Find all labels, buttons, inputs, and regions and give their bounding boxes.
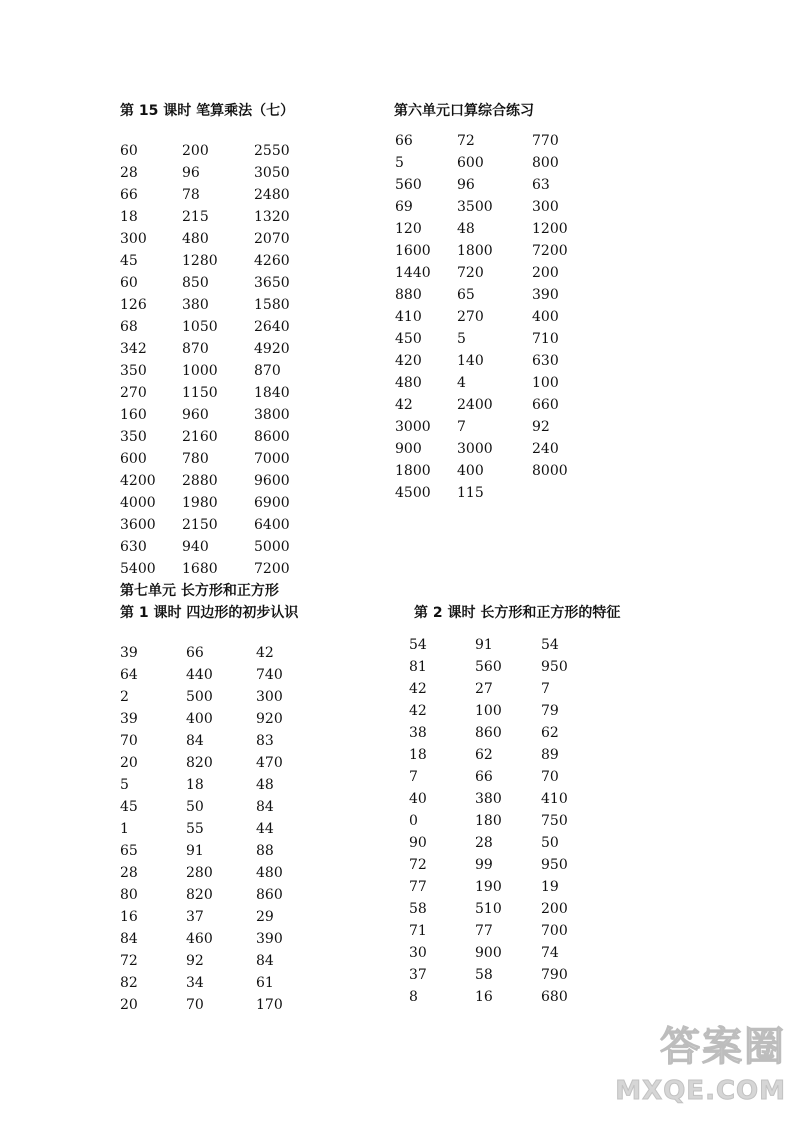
answer-cell: 820 — [186, 755, 213, 771]
answer-cell: 140 — [457, 353, 484, 369]
answer-cell: 2550 — [254, 143, 290, 159]
answer-cell: 89 — [541, 747, 559, 763]
answer-cell: 2150 — [182, 517, 218, 533]
answer-cell: 45 — [120, 253, 138, 269]
answer-cell: 460 — [186, 931, 213, 947]
answer-cell: 60 — [120, 143, 138, 159]
answer-cell: 6400 — [254, 517, 290, 533]
answer-cell: 66 — [186, 645, 204, 661]
heading-unit-7: 第七单元 长方形和正方形 — [120, 583, 279, 599]
answer-cell: 68 — [120, 319, 138, 335]
answer-cell: 28 — [120, 165, 138, 181]
answer-cell: 480 — [395, 375, 422, 391]
answer-cell: 8 — [409, 989, 418, 1005]
answer-cell: 54 — [409, 637, 427, 653]
answer-cell: 390 — [256, 931, 283, 947]
answer-cell: 69 — [395, 199, 413, 215]
answer-cell: 79 — [541, 703, 559, 719]
answer-cell: 440 — [186, 667, 213, 683]
answer-cell: 740 — [256, 667, 283, 683]
answer-cell: 9600 — [254, 473, 290, 489]
answer-cell: 28 — [475, 835, 493, 851]
answer-cell: 960 — [182, 407, 209, 423]
answer-cell: 72 — [409, 857, 427, 873]
answer-cell: 1840 — [254, 385, 290, 401]
answer-cell: 390 — [532, 287, 559, 303]
answer-cell: 630 — [120, 539, 147, 555]
answer-cell: 58 — [475, 967, 493, 983]
answer-cell: 480 — [256, 865, 283, 881]
answer-cell: 2640 — [254, 319, 290, 335]
answer-cell: 38 — [409, 725, 427, 741]
answer-cell: 470 — [256, 755, 283, 771]
answer-cell: 70 — [186, 997, 204, 1013]
answer-cell: 2480 — [254, 187, 290, 203]
answer-cell: 2880 — [182, 473, 218, 489]
answer-cell: 3050 — [254, 165, 290, 181]
answer-cell: 950 — [541, 857, 568, 873]
answer-cell: 70 — [120, 733, 138, 749]
answer-cell: 420 — [395, 353, 422, 369]
answer-cell: 42 — [409, 703, 427, 719]
answer-cell: 5400 — [120, 561, 156, 577]
answer-cell: 4 — [457, 375, 466, 391]
answer-cell: 4260 — [254, 253, 290, 269]
answer-cell: 342 — [120, 341, 147, 357]
answer-cell: 200 — [541, 901, 568, 917]
answer-cell: 950 — [541, 659, 568, 675]
answer-cell: 2 — [120, 689, 129, 705]
answer-cell: 28 — [120, 865, 138, 881]
answer-cell: 92 — [532, 419, 550, 435]
answer-cell: 700 — [541, 923, 568, 939]
heading-unit-6-practice: 第六单元口算综合练习 — [394, 103, 534, 119]
answer-cell: 55 — [186, 821, 204, 837]
answer-cell: 4000 — [120, 495, 156, 511]
answer-cell: 37 — [409, 967, 427, 983]
answer-cell: 5 — [457, 331, 466, 347]
answer-cell: 84 — [256, 799, 274, 815]
answer-cell: 400 — [186, 711, 213, 727]
answer-cell: 20 — [120, 755, 138, 771]
answer-cell: 62 — [541, 725, 559, 741]
answer-cell: 34 — [186, 975, 204, 991]
answer-cell: 84 — [120, 931, 138, 947]
answer-cell: 1440 — [395, 265, 431, 281]
answer-cell: 45 — [120, 799, 138, 815]
answer-cell: 1680 — [182, 561, 218, 577]
answer-cell: 1200 — [532, 221, 568, 237]
answer-cell: 0 — [409, 813, 418, 829]
answer-cell: 96 — [457, 177, 475, 193]
answer-cell: 16 — [120, 909, 138, 925]
answer-cell: 410 — [395, 309, 422, 325]
answer-cell: 65 — [120, 843, 138, 859]
answer-cell: 450 — [395, 331, 422, 347]
answer-cell: 350 — [120, 363, 147, 379]
answer-cell: 3800 — [254, 407, 290, 423]
answer-cell: 510 — [475, 901, 502, 917]
answer-cell: 3600 — [120, 517, 156, 533]
answer-cell: 70 — [541, 769, 559, 785]
answer-cell: 90 — [409, 835, 427, 851]
answer-cell: 83 — [256, 733, 274, 749]
answer-cell: 115 — [457, 485, 484, 501]
answer-cell: 48 — [256, 777, 274, 793]
answer-cell: 81 — [409, 659, 427, 675]
answer-cell: 1150 — [182, 385, 218, 401]
answer-cell: 60 — [120, 275, 138, 291]
answer-cell: 1000 — [182, 363, 218, 379]
answer-cell: 160 — [120, 407, 147, 423]
answer-cell: 42 — [395, 397, 413, 413]
answer-cell: 560 — [395, 177, 422, 193]
site-watermark-logo — [596, 1015, 786, 1125]
answer-cell: 6900 — [254, 495, 290, 511]
answer-cell: 63 — [532, 177, 550, 193]
answer-cell: 240 — [532, 441, 559, 457]
answer-cell: 680 — [541, 989, 568, 1005]
answer-cell: 100 — [475, 703, 502, 719]
answer-cell: 64 — [120, 667, 138, 683]
answer-cell: 7200 — [254, 561, 290, 577]
answer-cell: 7200 — [532, 243, 568, 259]
answer-cell: 4500 — [395, 485, 431, 501]
answer-cell: 940 — [182, 539, 209, 555]
answer-cell: 7 — [457, 419, 466, 435]
answer-cell: 71 — [409, 923, 427, 939]
answer-cell: 72 — [457, 133, 475, 149]
answer-cell: 88 — [256, 843, 274, 859]
answer-cell: 870 — [254, 363, 281, 379]
answer-cell: 1 — [120, 821, 129, 837]
answer-cell: 900 — [395, 441, 422, 457]
answer-cell: 750 — [541, 813, 568, 829]
answer-cell: 800 — [532, 155, 559, 171]
answer-cell: 19 — [541, 879, 559, 895]
answer-cell: 27 — [475, 681, 493, 697]
answer-cell: 3000 — [457, 441, 493, 457]
answer-cell: 62 — [475, 747, 493, 763]
answer-cell: 39 — [120, 711, 138, 727]
answer-cell: 660 — [532, 397, 559, 413]
answer-cell: 99 — [475, 857, 493, 873]
answer-cell: 880 — [395, 287, 422, 303]
answer-cell: 380 — [475, 791, 502, 807]
answer-cell: 500 — [186, 689, 213, 705]
answer-cell: 870 — [182, 341, 209, 357]
answer-cell: 400 — [532, 309, 559, 325]
answer-cell: 5 — [395, 155, 404, 171]
answer-cell: 900 — [475, 945, 502, 961]
answer-cell: 48 — [457, 221, 475, 237]
answer-cell: 18 — [409, 747, 427, 763]
answer-cell: 50 — [541, 835, 559, 851]
answer-cell: 2400 — [457, 397, 493, 413]
answer-cell: 2160 — [182, 429, 218, 445]
answer-cell: 270 — [457, 309, 484, 325]
answer-cell: 1580 — [254, 297, 290, 313]
answer-cell: 126 — [120, 297, 147, 313]
answer-cell: 16 — [475, 989, 493, 1005]
answer-cell: 77 — [409, 879, 427, 895]
answer-cell: 1800 — [395, 463, 431, 479]
answer-cell: 300 — [120, 231, 147, 247]
answer-cell: 1320 — [254, 209, 290, 225]
answer-cell: 8600 — [254, 429, 290, 445]
answer-cell: 790 — [541, 967, 568, 983]
answer-cell: 77 — [475, 923, 493, 939]
answer-cell: 96 — [182, 165, 200, 181]
answer-cell: 860 — [475, 725, 502, 741]
answer-cell: 850 — [182, 275, 209, 291]
answer-cell: 84 — [186, 733, 204, 749]
answer-cell: 30 — [409, 945, 427, 961]
answer-cell: 74 — [541, 945, 559, 961]
answer-cell: 920 — [256, 711, 283, 727]
answer-cell: 66 — [395, 133, 413, 149]
answer-cell: 7 — [409, 769, 418, 785]
answer-cell: 50 — [186, 799, 204, 815]
answer-cell: 170 — [256, 997, 283, 1013]
answer-cell: 1600 — [395, 243, 431, 259]
answer-cell: 1280 — [182, 253, 218, 269]
answer-cell: 600 — [120, 451, 147, 467]
answer-cell: 78 — [182, 187, 200, 203]
heading-lesson-1: 第 1 课时 四边形的初步认识 — [120, 605, 299, 621]
answer-cell: 410 — [541, 791, 568, 807]
answer-cell: 58 — [409, 901, 427, 917]
answer-cell: 600 — [457, 155, 484, 171]
answer-cell: 92 — [186, 953, 204, 969]
answer-cell: 42 — [409, 681, 427, 697]
answer-cell: 120 — [395, 221, 422, 237]
answer-cell: 20 — [120, 997, 138, 1013]
answer-cell: 780 — [182, 451, 209, 467]
answer-cell: 630 — [532, 353, 559, 369]
answer-cell: 65 — [457, 287, 475, 303]
answer-cell: 37 — [186, 909, 204, 925]
answer-cell: 66 — [475, 769, 493, 785]
answer-cell: 1050 — [182, 319, 218, 335]
answer-cell: 3000 — [395, 419, 431, 435]
answer-cell: 82 — [120, 975, 138, 991]
answer-cell: 54 — [541, 637, 559, 653]
answer-cell: 3500 — [457, 199, 493, 215]
answer-cell: 5000 — [254, 539, 290, 555]
answer-cell: 29 — [256, 909, 274, 925]
answer-cell: 400 — [457, 463, 484, 479]
answer-cell: 820 — [186, 887, 213, 903]
answer-cell: 42 — [256, 645, 274, 661]
answer-cell: 40 — [409, 791, 427, 807]
answer-cell: 200 — [532, 265, 559, 281]
answer-cell: 280 — [186, 865, 213, 881]
answer-cell: 84 — [256, 953, 274, 969]
answer-cell: 190 — [475, 879, 502, 895]
answer-cell: 200 — [182, 143, 209, 159]
answer-cell: 91 — [186, 843, 204, 859]
answer-cell: 80 — [120, 887, 138, 903]
answer-cell: 300 — [532, 199, 559, 215]
answer-cell: 4200 — [120, 473, 156, 489]
answer-cell: 18 — [186, 777, 204, 793]
answer-cell: 270 — [120, 385, 147, 401]
answer-cell: 1800 — [457, 243, 493, 259]
watermark-site-url: MXQE.COM — [615, 1076, 786, 1106]
answer-cell: 180 — [475, 813, 502, 829]
heading-lesson-15: 第 15 课时 笔算乘法（七） — [120, 103, 295, 119]
answer-cell: 8000 — [532, 463, 568, 479]
answer-cell: 215 — [182, 209, 209, 225]
answer-cell: 5 — [120, 777, 129, 793]
answer-cell: 770 — [532, 133, 559, 149]
answer-cell: 66 — [120, 187, 138, 203]
answer-cell: 480 — [182, 231, 209, 247]
answer-cell: 2070 — [254, 231, 290, 247]
answer-cell: 72 — [120, 953, 138, 969]
answer-cell: 3650 — [254, 275, 290, 291]
answer-cell: 350 — [120, 429, 147, 445]
answer-cell: 61 — [256, 975, 274, 991]
answer-cell: 710 — [532, 331, 559, 347]
answer-cell: 560 — [475, 659, 502, 675]
answer-cell: 720 — [457, 265, 484, 281]
answer-cell: 860 — [256, 887, 283, 903]
answer-cell: 4920 — [254, 341, 290, 357]
answer-cell: 100 — [532, 375, 559, 391]
answer-cell: 7 — [541, 681, 550, 697]
answer-cell: 91 — [475, 637, 493, 653]
answer-cell: 18 — [120, 209, 138, 225]
answer-cell: 44 — [256, 821, 274, 837]
watermark-logo-text: 答案圈 — [660, 1024, 786, 1070]
heading-lesson-2: 第 2 课时 长方形和正方形的特征 — [414, 605, 621, 621]
answer-cell: 39 — [120, 645, 138, 661]
answer-cell: 7000 — [254, 451, 290, 467]
answer-cell: 300 — [256, 689, 283, 705]
answer-cell: 1980 — [182, 495, 218, 511]
answer-cell: 380 — [182, 297, 209, 313]
